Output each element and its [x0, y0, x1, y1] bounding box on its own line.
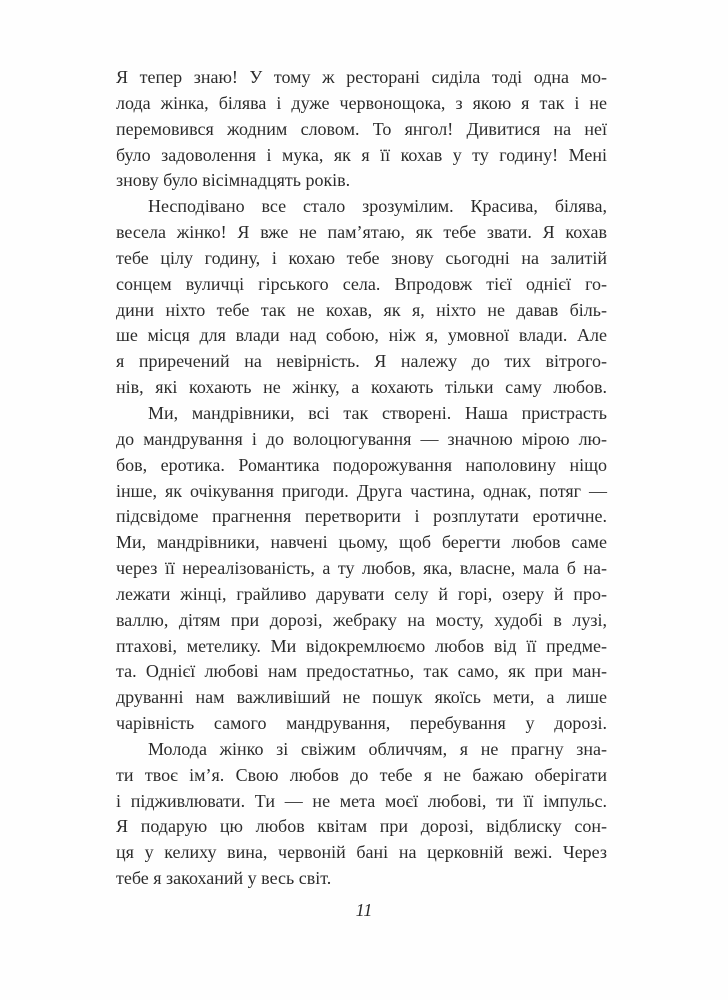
text-line: ця у келиху вина, червоній бані на церковній вежі. Через: [116, 842, 607, 863]
page-number: 11: [355, 900, 373, 920]
text-line: через її нереалізованість, а ту любов, яка, власне, мала б на-: [116, 558, 607, 579]
paragraph: [116, 194, 607, 401]
text-line: та. Однієї любові нам предостатньо, так само, як при ман-: [116, 661, 607, 682]
text-line: нів, які кохають не жінку, а кохають тільки саму любов.: [116, 377, 607, 398]
text-line: бов, еротика. Романтика подорожування наполовину ніщо: [116, 454, 607, 475]
text-line: птахові, метелику. Ми відокремлюємо любов від її предме-: [116, 635, 607, 656]
text-line: ти твоє ім’я. Свою любов до тебе я не бажаю оберігати: [116, 764, 607, 785]
paragraph: [116, 401, 607, 737]
text-line: Я тепер знаю! У тому ж ресторані сиділа тоді одна мо-: [116, 67, 607, 87]
text-line: ше місця для влади над собою, ніж я, умовної влади. Але: [116, 325, 607, 346]
text-line: дини ніхто тебе так не кохав, як я, ніхто не давав біль-: [116, 299, 607, 320]
text-line: підсвідоме прагнення перетворити і розплутати еротичне.: [116, 506, 607, 527]
text-line: і підживлювати. Ти — не мета моєї любові, ти її імпульс.: [116, 790, 607, 811]
text-line: сонцем вуличці гірського села. Впродовж тієї однієї го-: [116, 273, 607, 294]
text-line: валлю, дітям при дорозі, жебраку на мосту, худобі в лузі,: [116, 609, 607, 630]
text-line: тебе я закоханий у весь світ.: [116, 868, 332, 889]
text-line: Несподівано все стало зрозумілим. Красива, білява,: [148, 196, 607, 217]
text-line: Молода жінко зі свіжим обличчям, я не прагну зна-: [148, 738, 607, 759]
text-line: чарівність самого мандрування, перебування у дорозі.: [116, 713, 607, 734]
paragraph: [116, 65, 607, 194]
text-line: друванні нам важливіший не пошук якоїсь мети, а лише: [116, 687, 607, 708]
text-line: весела жінко! Я вже не пам’ятаю, як тебе звати. Я кохав: [116, 222, 607, 243]
text-line: я приречений на невірність. Я належу до тих вітрого-: [116, 351, 607, 372]
text-line: було задоволення і мука, як я її кохав у ту годину! Мені: [116, 144, 607, 165]
text-line: тебе цілу годину, і кохаю тебе знову сьогодні на залитій: [116, 247, 607, 268]
text-line: знову було вісімнадцять років.: [116, 170, 351, 191]
paragraph: [116, 737, 607, 892]
text-line: інше, як очікування пригоди. Друга частина, однак, потяг —: [116, 480, 607, 501]
text-line: Я подарую цю любов квітам при дорозі, відблиску сон-: [116, 816, 607, 837]
text-line: лода жінка, білява і дуже червонощока, з якою я так і не: [116, 92, 607, 113]
text-line: до мандрування і до волоцюгування — значною мірою лю-: [116, 428, 607, 449]
text-line: перемовився жодним словом. То янгол! Дивитися на неї: [116, 118, 607, 139]
text-line: лежати жінці, грайливо дарувати селу й горі, озеру й про-: [116, 583, 607, 604]
text-line: Ми, мандрівники, всі так створені. Наша пристрасть: [148, 402, 607, 423]
text-line: Ми, мандрівники, навчені цьому, щоб берегти любов саме: [116, 532, 607, 553]
body-text: [116, 65, 607, 892]
